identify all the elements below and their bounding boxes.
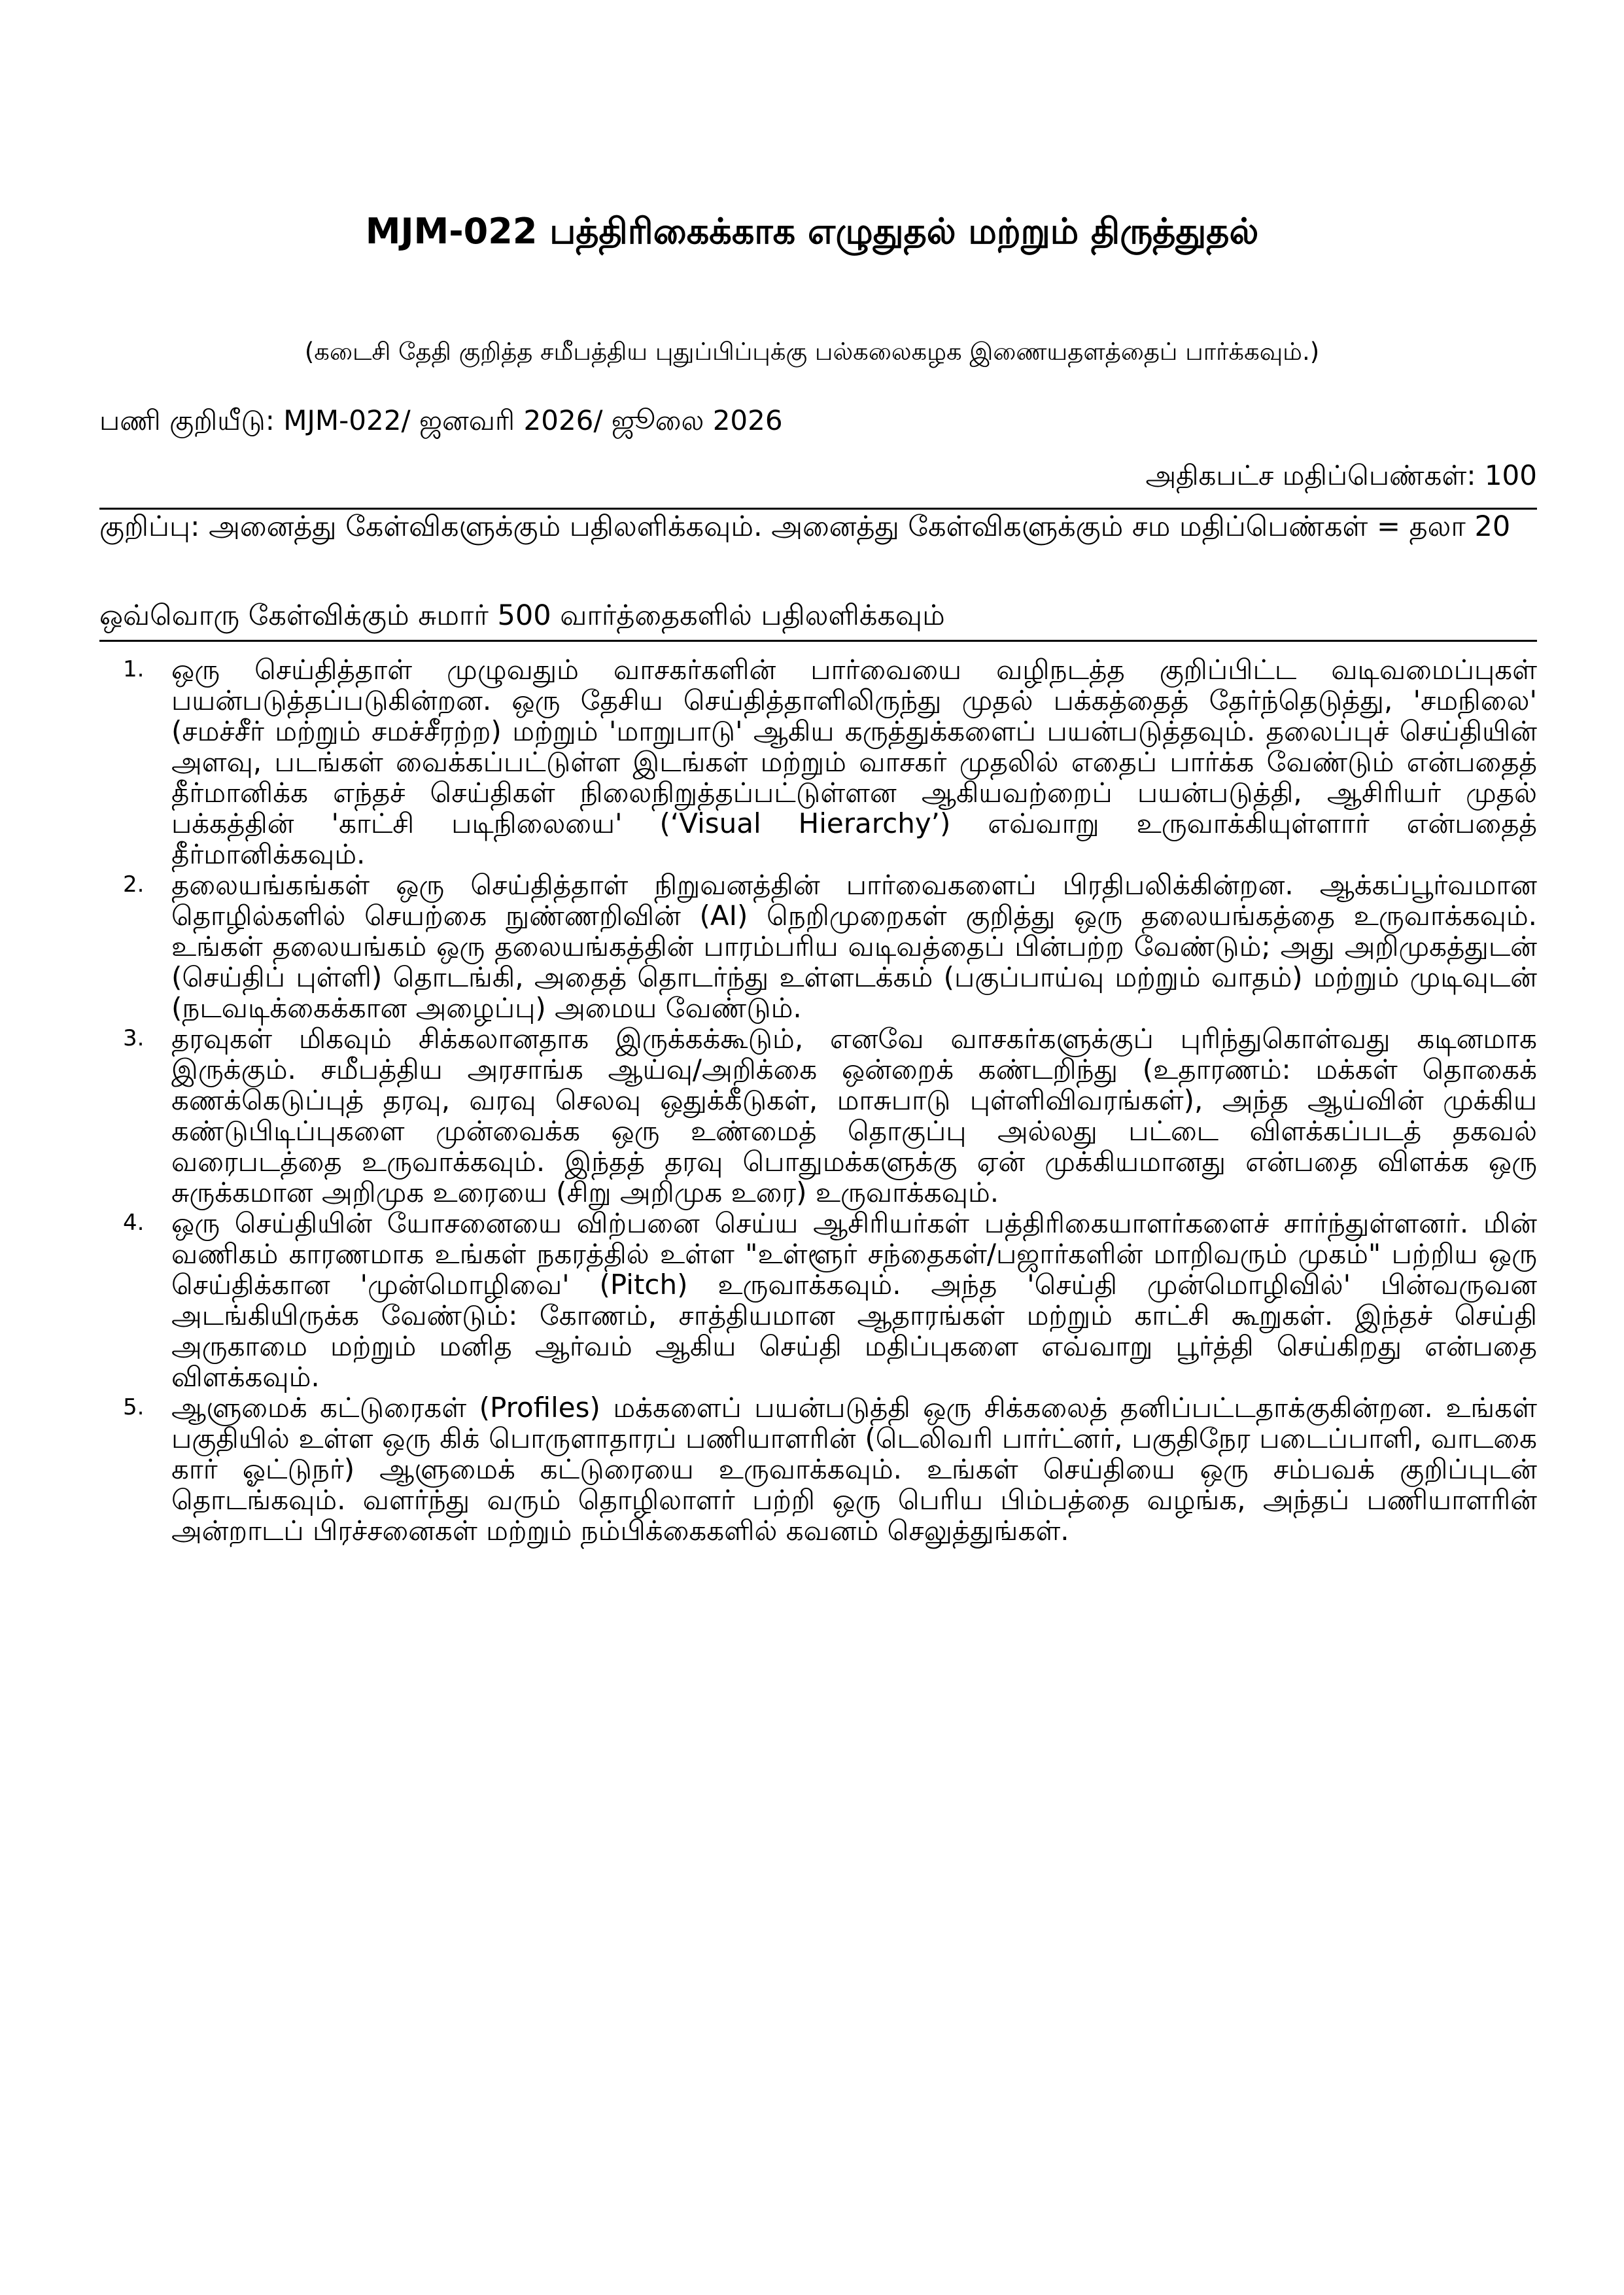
marks-note: குறிப்பு: அனைத்து கேள்விகளுக்கும் பதிலளிக்கவும். அனைத்து கேள்விகளுக்கும் சம மதிப்பெண்கள் = தலா 20 [99,510,1511,543]
document-title: MJM-022 பத்திரிகைக்காக எழுதுதல் மற்றும் திருத்துதல் [365,211,1259,252]
word-limit-instruction: ஒவ்வொரு கேள்விக்கும் சுமார் 500 வார்த்தைகளில் பதிலளிக்கவும் [99,599,945,632]
question-text: தலையங்கங்கள் ஒரு செய்தித்தாள் நிறுவனத்தின் பார்வைகளைப் பிரதிபலிக்கின்றன. ஆக்கப்பூர்வமான தொழில்களில் செயற்கை நுண்ணறிவின் (AI) நெறிமுறைகள் குறித்து ஒரு தலையங்கத்தை உருவாக்கவும். உங்கள் தலையங்கம் ஒரு தலையங்கத்தின் பாரம்பரிய வடிவத்தைப் பின்பற்ற வேண்டும்; அது அறிமுகத்துடன் (செய்திப் புள்ளி) தொடங்கி, அதைத் தொடர்ந்து உள்ளடக்கம் (பகுப்பாய்வு மற்றும் வாதம்) மற்றும் முடிவுடன் (நடவடிக்கைக்கான அழைப்பு) அமைய வேண்டும். [171,869,1537,1024]
question-number: 3. [123,1025,145,1051]
question-item [99,654,1537,869]
date-update-note: (கடைசி தேதி குறித்த சமீபத்திய புதுப்பிப்புக்கு பல்கலைகழக இணையதளத்தைப் பார்க்கவும்.) [304,338,1320,366]
question-text: தரவுகள் மிகவும் சிக்கலானதாக இருக்கக்கூடும், எனவே வாசகர்களுக்குப் புரிந்துகொள்வது கடினமாக இருக்கும். சமீபத்திய அரசாங்க ஆய்வு/அறிக்கை ஒன்றைக் கண்டறிந்து (உதாரணம்: மக்கள் தொகைக் கணக்கெடுப்புத் தரவு, வரவு செலவு ஒதுக்கீடுகள், மாசுபாடு புள்ளிவிவரங்கள்), அந்த ஆய்வின் முக்கிய கண்டுபிடிப்புகளை முன்வைக்க ஒரு உண்மைத் தொகுப்பு அல்லது பட்டை விளக்கப்படத் தகவல் வரைபடத்தை உருவாக்கவும். இந்தத் தரவு பொதுமக்களுக்கு ஏன் முக்கியமானது என்பதை விளக்க ஒரு சுருக்கமான அறிமுக உரையை (சிறு அறிமுக உரை) உருவாக்கவும். [171,1023,1537,1208]
question-list [99,654,1537,1546]
question-item [99,1023,1537,1208]
question-item [99,869,1537,1023]
top-divider [99,508,1537,510]
question-number: 4. [123,1210,145,1236]
question-number: 5. [123,1394,145,1420]
question-text: ஒரு செய்தியின் யோசனையை விற்பனை செய்ய ஆசிரியர்கள் பத்திரிகையாளர்களைச் சார்ந்துள்ளனர். மின் வணிகம் காரணமாக உங்கள் நகரத்தில் உள்ள "உள்ளூர் சந்தைகள்/பஜார்களின் மாறிவரும் முகம்" பற்றிய ஒரு செய்திக்கான 'முன்மொழிவை' (Pitch) உருவாக்கவும். அந்த 'செய்தி முன்மொழிவில்' பின்வருவன அடங்கியிருக்க வேண்டும்: கோணம், சாத்தியமான ஆதாரங்கள் மற்றும் காட்சி கூறுகள். இந்தச் செய்தி அருகாமை மற்றும் மனித ஆர்வம் ஆகிய செய்தி மதிப்புகளை எவ்வாறு பூர்த்தி செய்கிறது என்பதை விளக்கவும். [171,1207,1537,1393]
question-text: ஆளுமைக் கட்டுரைகள் (Profiles) மக்களைப் பயன்படுத்தி ஒரு சிக்கலைத் தனிப்பட்டதாக்குகின்றன. உங்கள் பகுதியில் உள்ள ஒரு கிக் பொருளாதாரப் பணியாளரின் (டெலிவரி பார்ட்னர், பகுதிநேர படைப்பாளி, வாடகை கார் ஓட்டுநர்) ஆளுமைக் கட்டுரையை உருவாக்கவும். உங்கள் செய்தியை ஒரு சம்பவக் குறிப்புடன் தொடங்கவும். வளர்ந்து வரும் தொழிலாளர் பற்றி ஒரு பெரிய பிம்பத்தை வழங்க, அந்தப் பணியாளரின் அன்றாடப் பிரச்சனைகள் மற்றும் நம்பிக்கைகளில் கவனம் செலுத்துங்கள். [171,1392,1537,1547]
assignment-code: பணி குறியீடு: MJM-022/ ஜனவரி 2026/ ஜூலை 2026 [99,404,783,436]
bottom-divider [99,640,1537,642]
question-number: 2. [123,871,145,898]
question-number: 1. [123,656,145,682]
question-item [99,1392,1537,1546]
maximum-marks: அதிகபட்ச மதிப்பெண்கள்: 100 [1145,459,1537,491]
question-item [99,1208,1537,1392]
question-text: ஒரு செய்தித்தாள் முழுவதும் வாசகர்களின் பார்வையை வழிநடத்த குறிப்பிட்ட வடிவமைப்புகள் பயன்படுத்தப்படுகின்றன. ஒரு தேசிய செய்தித்தாளிலிருந்து முதல் பக்கத்தைத் தேர்ந்தெடுத்து, 'சமநிலை' (சமச்சீர் மற்றும் சமச்சீரற்ற) மற்றும் 'மாறுபாடு' ஆகிய கருத்துக்களைப் பயன்படுத்தவும். தலைப்புச் செய்தியின் அளவு, படங்கள் வைக்கப்பட்டுள்ள இடங்கள் மற்றும் வாசகர் முதலில் எதைப் பார்க்க வேண்டும் என்பதைத் தீர்மானிக்க எந்தச் செய்திகள் நிலைநிறுத்தப்பட்டுள்ளன ஆகியவற்றைப் பயன்படுத்தி, ஆசிரியர் முதல் பக்கத்தின் 'காட்சி படிநிலையை' (‘Visual Hierarchy’) எவ்வாறு உருவாக்கியுள்ளார் என்பதைத் தீர்மானிக்கவும். [171,654,1537,870]
